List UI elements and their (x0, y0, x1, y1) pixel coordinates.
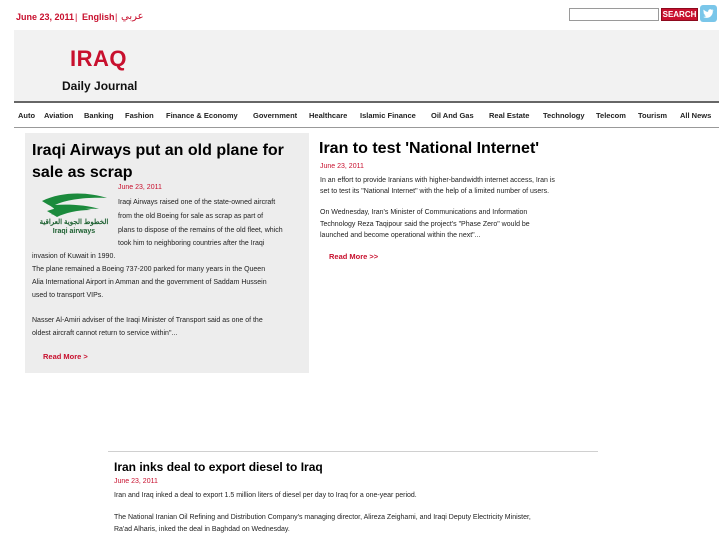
article-text-line: On Wednesday, Iran's Minister of Communications and Information (320, 209, 528, 216)
article-text-line: invasion of Kuwait in 1990. (32, 253, 116, 260)
article-headline[interactable] (32, 140, 302, 184)
article-text-line: The plane remained a Boeing 737-200 parked for many years in the Queen (32, 266, 266, 273)
article-text-line: took him to neighboring countries after the Iraqi (118, 240, 265, 247)
site-logo-subtitle: Daily Journal (62, 79, 138, 93)
article-text-line: Iran and Iraq inked a deal to export 1.5 million liters of diesel per day to Iraq for a one-year period. (114, 492, 417, 499)
article-date: June 23, 2011 (114, 478, 158, 485)
article-text-line: launched and become operational within the next"... (320, 232, 481, 239)
section-divider (108, 451, 598, 452)
separator: | (75, 12, 78, 22)
separator: | (115, 12, 118, 22)
headline-line: Iraqi Airways put an old plane for (32, 142, 284, 159)
article-text-line: from the old Boeing for sale as scrap as part of (118, 213, 264, 220)
article-text-line: Nasser Al-Amiri adviser of the Iraqi Minister of Transport said as one of the (32, 317, 263, 324)
nav-item-tourism[interactable]: Tourism (638, 111, 668, 120)
logo-text-english: Iraqi airways (52, 228, 96, 235)
nav-item-telecom[interactable]: Telecom (596, 111, 626, 120)
nav-divider (14, 127, 719, 128)
nav-item-islamic-finance[interactable]: Islamic Finance (360, 111, 416, 120)
nav-item-finance-economy[interactable]: Finance & Economy (166, 111, 238, 120)
article-text-line: plans to dispose of the remains of the old fleet, which (118, 227, 283, 234)
nav-item-real-estate[interactable]: Real Estate (489, 111, 530, 120)
nav-item-healthcare[interactable]: Healthcare (309, 111, 348, 120)
read-more-link[interactable]: Read More >> (329, 252, 379, 261)
article-text-line: The National Iranian Oil Refining and Distribution Company's managing director, Alireza Zeighami, and Iraqi Deputy Electricity Minister, (114, 514, 531, 521)
nav-item-fashion[interactable]: Fashion (125, 111, 154, 120)
site-logo-title[interactable]: IRAQ (70, 46, 127, 71)
article-text-line: Technology Reza Taqipour said the project's "Phase Zero" would be (320, 221, 530, 228)
search-input[interactable] (569, 8, 659, 21)
nav-item-oil-and-gas[interactable]: Oil And Gas (431, 111, 474, 120)
nav-item-all-news[interactable]: All News (680, 111, 712, 120)
nav-item-aviation[interactable]: Aviation (44, 111, 74, 120)
iraqi-airways-logo (37, 189, 111, 241)
twitter-icon[interactable] (700, 5, 717, 22)
article-text-line: oldest aircraft cannot return to service within"... (32, 330, 178, 337)
article-date: June 23, 2011 (118, 184, 162, 191)
article-headline[interactable]: Iran to test 'National Internet' (319, 140, 540, 157)
article-date: June 23, 2011 (320, 163, 364, 170)
article-text-line: Ra'ad Alharis, inked the deal in Baghdad on Wednesday. (114, 526, 290, 533)
top-bar (0, 0, 727, 30)
article-text-line: In an effort to provide Iranians with higher-bandwidth internet access, Iran is (320, 177, 555, 184)
search-button[interactable]: SEARCH (662, 10, 697, 19)
language-arabic-link[interactable]: عربي (121, 11, 144, 22)
article-headline[interactable]: Iran inks deal to export diesel to Iraq (114, 460, 323, 474)
nav-item-government[interactable]: Government (253, 111, 298, 120)
headline-line: sale as scrap (32, 164, 133, 181)
read-more-link[interactable]: Read More > (43, 352, 88, 361)
article-text-line: set to test its "National Internet" with the help of a limited number of users. (320, 188, 550, 195)
main-navigation (14, 103, 719, 127)
article-text-line: Alia International Airport in Amman and the government of Saddam Hussein (32, 279, 267, 286)
logo-text-arabic: الخطوط الجوية العراقية (39, 219, 109, 226)
nav-item-banking[interactable]: Banking (84, 111, 114, 120)
article-text-line: Iraqi Airways raised one of the state-owned aircraft (118, 199, 276, 206)
article-text-line: used to transport VIPs. (32, 292, 104, 299)
nav-item-auto[interactable]: Auto (18, 111, 36, 120)
nav-item-technology[interactable]: Technology (543, 111, 585, 120)
language-english-link[interactable]: English (82, 12, 115, 22)
current-date: June 23, 2011 (16, 12, 75, 22)
